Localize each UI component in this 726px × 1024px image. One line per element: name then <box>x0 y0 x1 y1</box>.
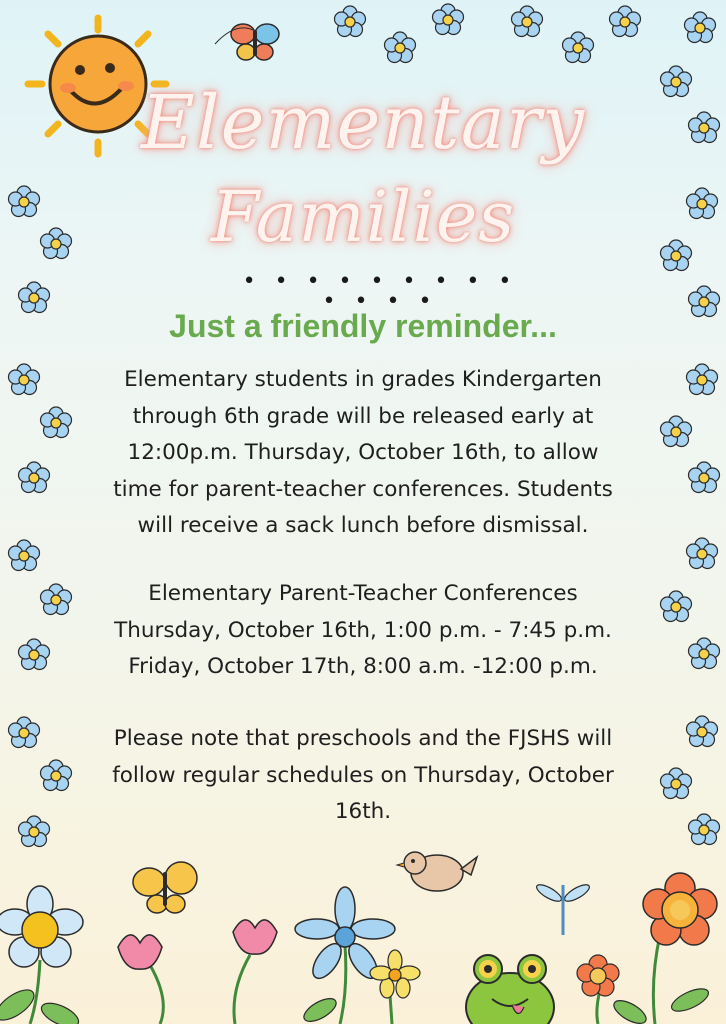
schedule-note-paragraph <box>60 721 666 831</box>
conference-schedule <box>60 576 666 686</box>
text-line: 12:00p.m. Thursday, October 16th, to allow <box>127 440 599 465</box>
text-line: through 6th grade will be released early at <box>132 403 594 429</box>
garden-illustration <box>0 852 717 1024</box>
butterfly-icon <box>215 24 279 60</box>
text-line: Elementary Parent-Teacher Conferences <box>148 581 578 606</box>
title-line-1: Elementary <box>140 80 586 166</box>
text-line: Thursday, October 16th, 1:00 p.m. - 7:45 p.m. <box>114 617 612 643</box>
dotted-divider: • • • • • • • • • • • • • <box>242 269 518 314</box>
text-line: 16th. <box>334 799 392 824</box>
text-line: follow regular schedules on Thursday, October <box>112 762 614 788</box>
text-line: Please note that preschools and the FJSHS will <box>113 726 613 751</box>
text-line: Elementary students in grades Kindergarten <box>124 367 602 392</box>
release-paragraph <box>60 362 666 545</box>
text-line: time for parent-teacher conferences. Students <box>113 476 613 502</box>
text-line: Friday, October 17th, 8:00 a.m. -12:00 p.m. <box>128 654 598 679</box>
flower-border-right <box>661 188 720 845</box>
subtitle-heading: Just a friendly reminder... <box>169 308 557 344</box>
title-line-2: Families <box>210 176 516 258</box>
text-line: will receive a sack lunch before dismissal. <box>137 513 589 538</box>
